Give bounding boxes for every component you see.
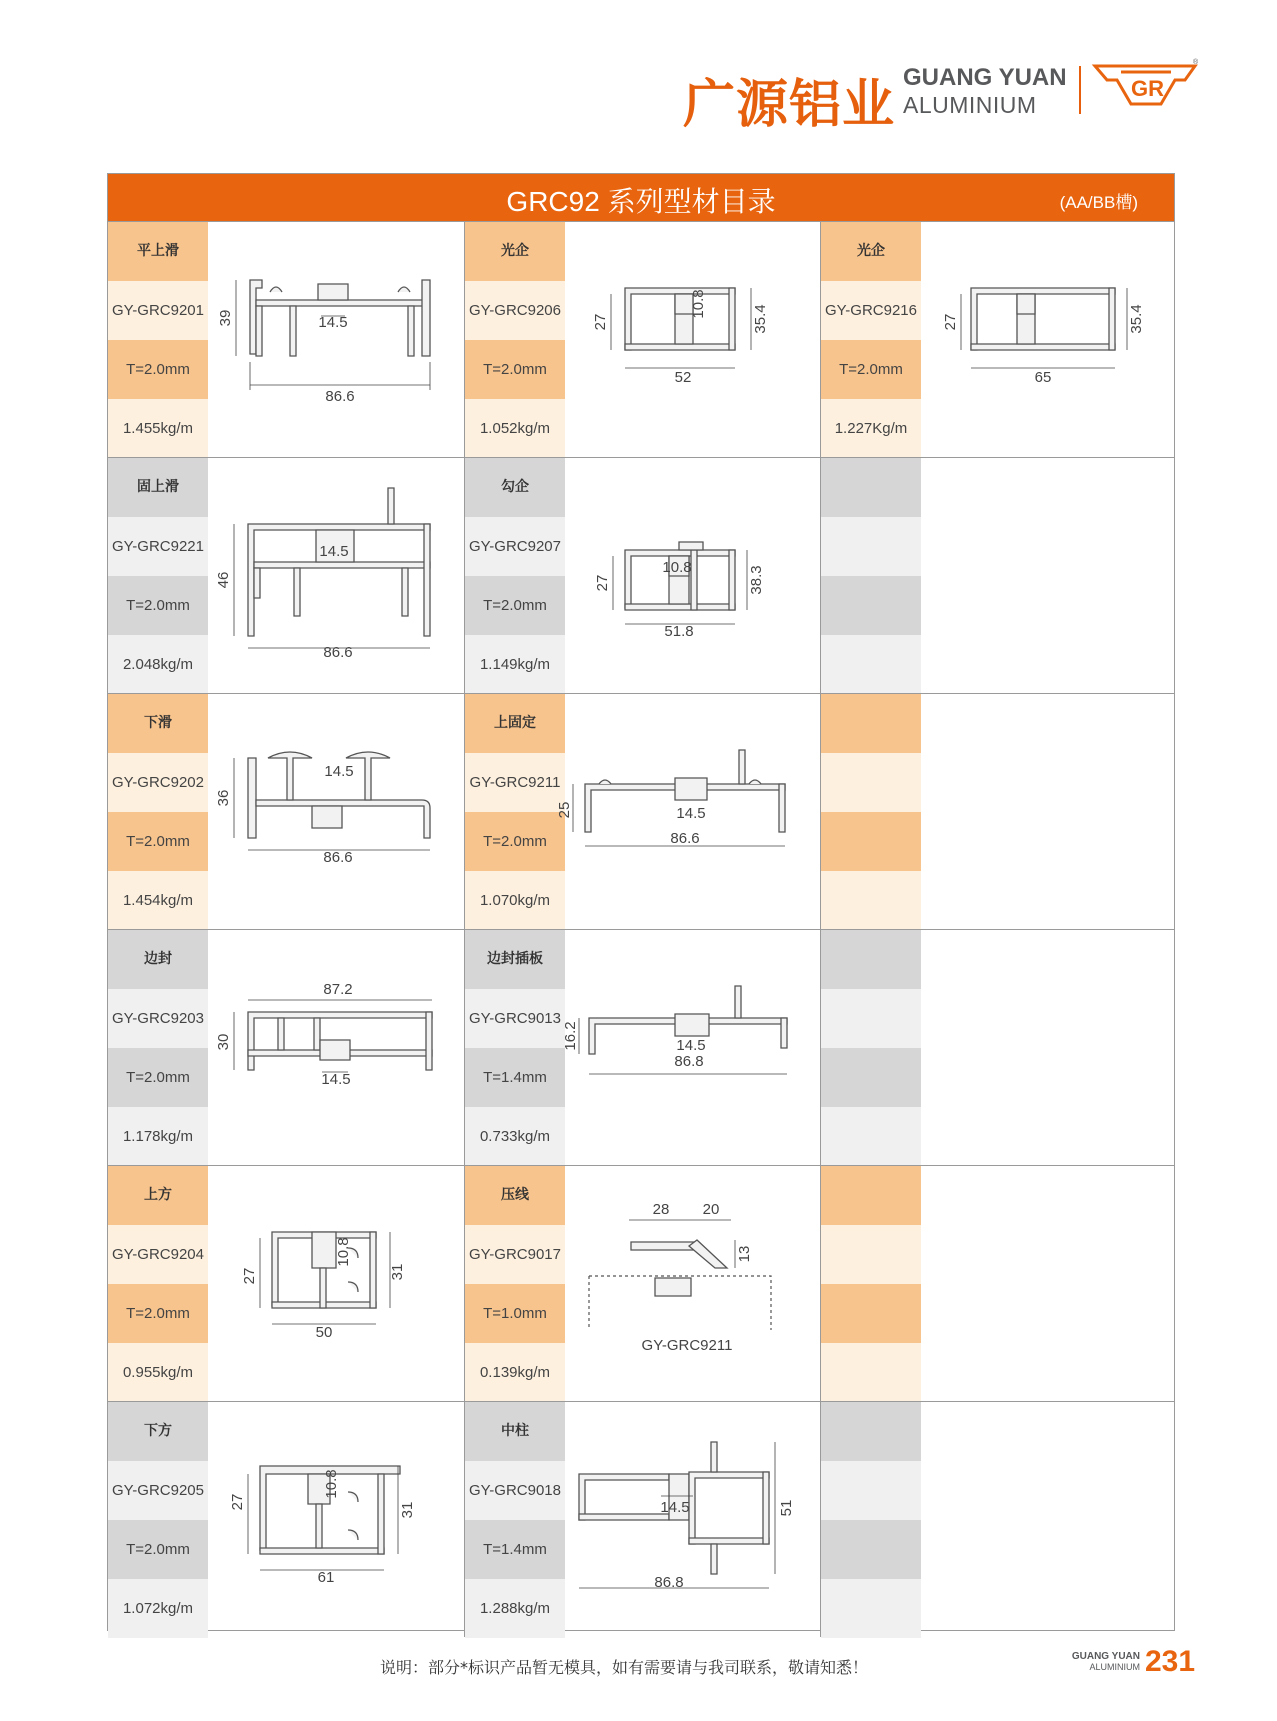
profile-drawing [556, 694, 821, 929]
profile-name: 上方 [108, 1166, 208, 1225]
dimension-label: 27 [241, 1267, 258, 1285]
profile-card [108, 458, 464, 693]
profile-code: GY-GRC9216 [821, 281, 921, 340]
profile-drawing [565, 222, 821, 457]
profile-card [464, 930, 820, 1165]
profile-code: GY-GRC9013 [465, 989, 565, 1048]
profile-info [108, 930, 208, 1165]
profile-code: GY-GRC9221 [108, 517, 208, 576]
svg-text:®: ® [1193, 59, 1199, 66]
dimension-label: 86.6 [670, 830, 700, 847]
dimension-label: 36 [215, 789, 232, 807]
profile-card [108, 222, 464, 457]
dimension-label: 10.8 [335, 1237, 352, 1267]
profile-weight: 1.070kg/m [465, 871, 565, 930]
profile-weight: 1.288kg/m [465, 1579, 565, 1638]
profile-thickness [821, 1520, 921, 1579]
profile-thickness: T=2.0mm [465, 576, 565, 635]
profile-weight: 1.227Kg/m [821, 399, 921, 458]
dimension-label: 14.5 [676, 805, 706, 822]
profile-drawing [565, 458, 821, 693]
profile-thickness: T=2.0mm [465, 812, 565, 871]
brand-en-line1: GUANG YUAN [903, 64, 1067, 91]
dimension-label: 13 [736, 1245, 753, 1263]
dimension-label: 14.5 [318, 314, 348, 331]
dimension-label: GY-GRC9211 [641, 1337, 733, 1354]
profile-info [465, 930, 565, 1165]
profile-name: 光企 [821, 222, 921, 281]
profile-card [464, 1166, 820, 1401]
profile-info [108, 222, 208, 457]
dimension-label: 27 [942, 313, 959, 331]
footer-note: 说明：部分*标识产品暂无模具，如有需要请与我司联系，敬请知悉！ [380, 1658, 869, 1677]
footer-brand-line2: ALUMINIUM [1089, 1662, 1140, 1672]
profile-drawing [208, 694, 464, 929]
profile-code [821, 517, 921, 576]
dimension-label: 35.4 [752, 304, 769, 334]
profile-drawing [565, 1166, 821, 1401]
profile-code: GY-GRC9211 [465, 753, 565, 812]
profile-thickness: T=2.0mm [465, 340, 565, 399]
profile-name [821, 458, 921, 517]
profile-catalog [107, 173, 1175, 1631]
profile-drawing [208, 930, 464, 1165]
profile-name: 上固定 [465, 694, 565, 753]
dimension-label: 51 [778, 1499, 795, 1517]
dimension-label: 65 [1034, 369, 1052, 386]
dimension-label: 86.8 [674, 1053, 704, 1070]
profile-section-diagram [208, 1402, 464, 1638]
dimension-label: 46 [215, 571, 232, 589]
profile-info [465, 694, 565, 929]
dimension-label: 86.8 [654, 1574, 684, 1591]
profile-info [465, 222, 565, 457]
profile-section-diagram [565, 222, 821, 458]
dimension-label: 61 [317, 1569, 335, 1586]
profile-card [108, 694, 464, 929]
profile-weight: 1.178kg/m [108, 1107, 208, 1166]
profile-weight [821, 1579, 921, 1638]
dimension-label: 14.5 [660, 1499, 690, 1516]
profile-thickness: T=2.0mm [108, 340, 208, 399]
profile-weight [821, 871, 921, 930]
profile-card [464, 458, 820, 693]
profile-card [820, 1402, 1175, 1637]
profile-weight: 1.454kg/m [108, 871, 208, 930]
profile-name: 勾企 [465, 458, 565, 517]
profile-weight: 1.455kg/m [108, 399, 208, 458]
profile-drawing [208, 458, 464, 693]
profile-thickness: T=2.0mm [108, 1520, 208, 1579]
dimension-label: 31 [399, 1501, 416, 1519]
catalog-row [108, 1401, 1174, 1637]
profile-info [108, 1402, 208, 1637]
profile-weight: 1.052kg/m [465, 399, 565, 458]
profile-name: 平上滑 [108, 222, 208, 281]
profile-card [464, 1402, 820, 1637]
profile-weight: 1.072kg/m [108, 1579, 208, 1638]
profile-card [820, 1166, 1175, 1401]
dimension-label: 10.8 [690, 289, 707, 319]
profile-section-diagram [565, 1166, 821, 1402]
dimension-label: 14.5 [319, 543, 349, 560]
profile-weight: 1.149kg/m [465, 635, 565, 694]
profile-card [108, 1402, 464, 1637]
catalog-row [108, 221, 1174, 457]
dimension-label: 31 [389, 1263, 406, 1281]
dimension-label: 27 [594, 574, 611, 592]
dimension-label: 35.4 [1128, 304, 1145, 334]
dimension-label: 87.2 [323, 981, 353, 998]
profile-drawing [921, 1166, 1177, 1401]
profile-thickness [821, 1048, 921, 1107]
catalog-title-bar [108, 174, 1174, 221]
profile-name: 压线 [465, 1166, 565, 1225]
svg-text:GR: GR [1131, 76, 1164, 101]
catalog-row [108, 1165, 1174, 1401]
dimension-label: 10.8 [323, 1469, 340, 1499]
page-number: 231 [1145, 1645, 1196, 1678]
profile-section-diagram [565, 458, 821, 694]
profile-code: GY-GRC9202 [108, 753, 208, 812]
profile-info [108, 458, 208, 693]
profile-thickness: T=2.0mm [108, 812, 208, 871]
profile-weight: 0.955kg/m [108, 1343, 208, 1402]
profile-section-diagram [208, 930, 464, 1166]
catalog-row [108, 929, 1174, 1165]
profile-info [465, 1402, 565, 1637]
profile-info [821, 930, 921, 1165]
profile-name [821, 694, 921, 753]
profile-section-diagram [556, 694, 821, 930]
profile-thickness: T=1.4mm [465, 1048, 565, 1107]
profile-section-diagram [208, 222, 464, 458]
profile-name: 固上滑 [108, 458, 208, 517]
dimension-label: 14.5 [321, 1071, 351, 1088]
dimension-label: 14.5 [676, 1037, 706, 1054]
profile-card [820, 694, 1175, 929]
profile-thickness [821, 576, 921, 635]
profile-section-diagram [208, 694, 464, 930]
profile-thickness: T=2.0mm [108, 1284, 208, 1343]
profile-info [821, 222, 921, 457]
profile-card [820, 222, 1175, 457]
profile-weight: 2.048kg/m [108, 635, 208, 694]
profile-weight [821, 635, 921, 694]
profile-name: 中柱 [465, 1402, 565, 1461]
profile-thickness: T=2.0mm [108, 1048, 208, 1107]
profile-name: 下方 [108, 1402, 208, 1461]
profile-card [464, 694, 820, 929]
profile-thickness [821, 1284, 921, 1343]
profile-code [821, 989, 921, 1048]
profile-code [821, 753, 921, 812]
profile-info [821, 1166, 921, 1401]
profile-drawing [208, 1402, 464, 1637]
profile-code [821, 1225, 921, 1284]
dimension-label: 50 [315, 1324, 333, 1341]
profile-drawing [208, 1166, 464, 1401]
profile-weight: 0.139kg/m [465, 1343, 565, 1402]
profile-drawing [921, 930, 1177, 1165]
dimension-label: 16.2 [562, 1021, 579, 1051]
brand-header [683, 58, 1203, 135]
dimension-label: 38.3 [748, 565, 765, 595]
dimension-label: 10.8 [662, 559, 692, 576]
profile-name [821, 930, 921, 989]
profile-drawing [562, 930, 821, 1165]
profile-thickness: T=2.0mm [108, 576, 208, 635]
profile-drawing [921, 458, 1177, 693]
brand-logo-icon [1091, 58, 1201, 118]
dimension-label: 52 [674, 369, 692, 386]
profile-name [821, 1402, 921, 1461]
profile-section-diagram [562, 930, 821, 1166]
profile-name: 边封插板 [465, 930, 565, 989]
brand-cn-name: 广源铝业 [683, 75, 896, 135]
profile-info [465, 1166, 565, 1401]
profile-section-diagram [565, 1402, 821, 1638]
profile-code: GY-GRC9201 [108, 281, 208, 340]
dimension-label: 27 [592, 313, 609, 331]
profile-card [464, 222, 820, 457]
profile-code: GY-GRC9204 [108, 1225, 208, 1284]
profile-code: GY-GRC9205 [108, 1461, 208, 1520]
dimension-label: 86.6 [323, 849, 353, 866]
profile-info [108, 694, 208, 929]
dimension-label: 86.6 [325, 388, 355, 405]
profile-code: GY-GRC9018 [465, 1461, 565, 1520]
profile-card [820, 458, 1175, 693]
profile-card [108, 1166, 464, 1401]
profile-drawing [208, 222, 464, 457]
catalog-row [108, 693, 1174, 929]
catalog-title: GRC92 系列型材目录 [506, 186, 776, 217]
dimension-label: 27 [229, 1493, 246, 1511]
brand-en-line2: ALUMINIUM [903, 92, 1037, 118]
profile-code: GY-GRC9206 [465, 281, 565, 340]
profile-weight [821, 1343, 921, 1402]
profile-drawing [921, 694, 1177, 929]
profile-info [108, 1166, 208, 1401]
profile-thickness: T=1.4mm [465, 1520, 565, 1579]
profile-weight: 0.733kg/m [465, 1107, 565, 1166]
profile-section-diagram [208, 1166, 464, 1402]
dimension-label: 20 [702, 1201, 720, 1218]
profile-section-diagram [921, 222, 1177, 458]
profile-card [108, 930, 464, 1165]
profile-info [821, 1402, 921, 1637]
profile-code: GY-GRC9207 [465, 517, 565, 576]
profile-code: GY-GRC9017 [465, 1225, 565, 1284]
profile-name: 光企 [465, 222, 565, 281]
catalog-note: (AA/BB槽) [1059, 193, 1138, 212]
footer-brand [1070, 1651, 1140, 1672]
profile-name: 边封 [108, 930, 208, 989]
profile-drawing [921, 1402, 1177, 1637]
dimension-label: 14.5 [324, 763, 354, 780]
profile-thickness: T=2.0mm [821, 340, 921, 399]
profile-info [465, 458, 565, 693]
profile-name: 下滑 [108, 694, 208, 753]
profile-weight [821, 1107, 921, 1166]
dimension-label: 28 [652, 1201, 670, 1218]
dimension-label: 51.8 [664, 623, 694, 640]
profile-drawing [921, 222, 1177, 457]
profile-info [821, 458, 921, 693]
profile-section-diagram [208, 458, 464, 694]
dimension-label: 39 [217, 309, 234, 327]
profile-thickness: T=1.0mm [465, 1284, 565, 1343]
profile-code [821, 1461, 921, 1520]
footer-brand-line1: GUANG YUAN [1071, 1651, 1140, 1662]
profile-code: GY-GRC9203 [108, 989, 208, 1048]
profile-drawing [565, 1402, 821, 1637]
dimension-label: 25 [556, 801, 573, 819]
brand-divider [1079, 66, 1081, 114]
catalog-row [108, 457, 1174, 693]
profile-info [821, 694, 921, 929]
profile-name [821, 1166, 921, 1225]
profile-card [820, 930, 1175, 1165]
profile-thickness [821, 812, 921, 871]
dimension-label: 30 [215, 1033, 232, 1051]
dimension-label: 86.6 [323, 644, 353, 661]
